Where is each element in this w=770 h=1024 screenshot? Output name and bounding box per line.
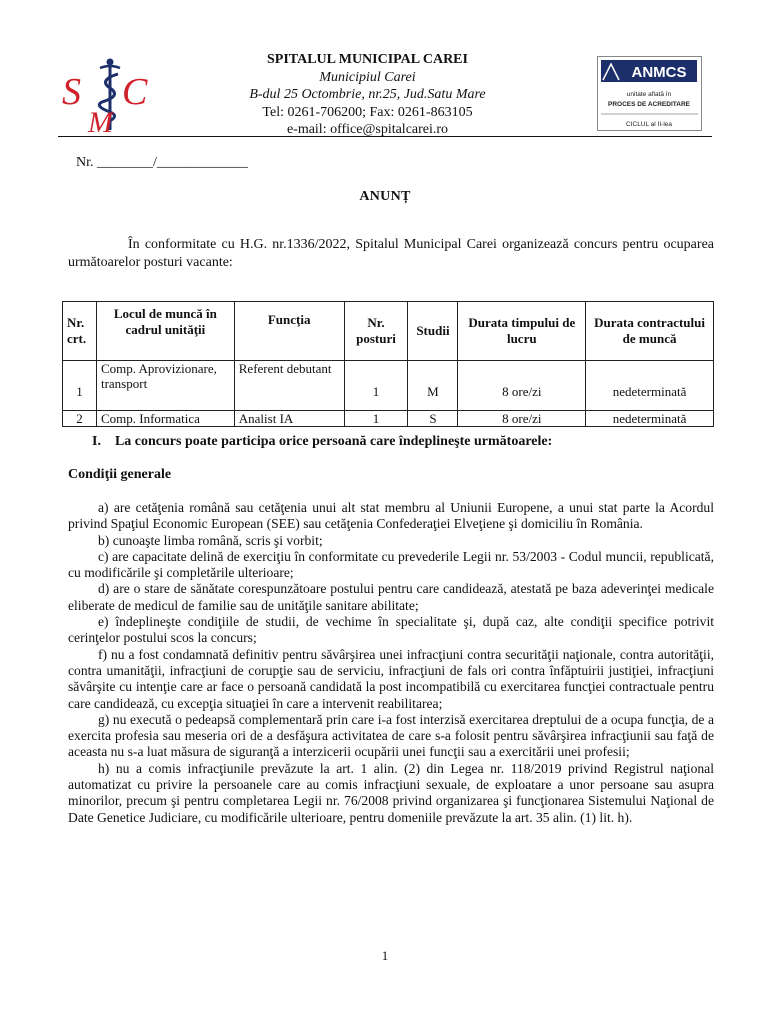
cell-positions: 1 [344, 411, 408, 427]
table-row [63, 361, 714, 411]
condition-c: c) are capacitate delină de exerciţiu în conformitate cu prevederile Legii nr. 53/2003 - Codul muncii, republicată, cu modificările şi completările ulterioare; [68, 548, 714, 581]
condition-d: d) are o stare de sănătate corespunzătoare postului pentru care candidează, atestată pe baza adeverinţei medicale eliberate de medicul de familie sau de unităţile sanitare abilitate; [68, 581, 714, 613]
anmcs-line2: PROCES DE ACREDITARE [608, 101, 690, 108]
cell-work-time: 8 ore/zi [458, 411, 586, 427]
table-row [63, 411, 714, 427]
cell-studies: S [408, 411, 458, 427]
cell-contract: nedeterminată [586, 411, 714, 427]
condition-f: f) nu a fost condamnată definitiv pentru săvârşirea unei infracţiuni contra securităţii naţionale, contra autorităţii, contra umanităţii, infracţiuni de corupţie sau de serviciu, infracţiuni de fals ori contra înfăptuirii justiţiei, infracţiuni săvârşite cu intenţie care ar face o persoană candidată la post incompatibilă cu exercitarea funcţiei contractuale pentru care candidează, cu excepţia situaţiei în care a intervenit reabilitarea; [68, 646, 714, 711]
hospital-header [220, 51, 515, 139]
municipality: Municipiul Carei [319, 69, 416, 85]
cell-work-time: 8 ore/zi [458, 361, 586, 411]
anmcs-line3: CICLUL al II-lea [626, 121, 672, 128]
cell-positions: 1 [344, 361, 408, 411]
section-number: I. [92, 434, 101, 449]
address: B-dul 25 Octombrie, nr.25, Jud.Satu Mare [249, 87, 486, 102]
email: e-mail: office@spitalcarei.ro [286, 122, 449, 137]
conditions-list [68, 500, 714, 826]
conditions-heading: Condiţii generale [68, 467, 172, 482]
header-nr-crt: Nr. crt. [63, 302, 97, 361]
condition-g: g) nu execută o pedeapsă complementară prin care i-a fost interzisă exercitarea dreptului de a ocupa funcţia, de a exercita profesia sau meseria ori de a desfăşura activitatea de care s-a folosit pentru săvârşirea infracţiunii sau faţă de aceasta nu s-a luat măsura de siguranţă a interzicerii ocupării unei funcţii sau a exercitării unei profesii; [68, 711, 714, 760]
vacancies-table [62, 301, 714, 427]
anmcs-logo [597, 56, 702, 131]
section-heading [92, 434, 552, 450]
cell-nr: 2 [63, 411, 97, 427]
cell-location: Comp. Aprovizionare, transport [96, 361, 234, 411]
header-divider [58, 136, 712, 137]
condition-a: a) are cetăţenia română sau cetăţenia unui alt stat membru al Uniunii Europene, a unui stat parte la Acordul privind Spaţiul Economic European (SEE) sau cetăţenia Confederaţiei Elveţiene şi domiciliu în România. [68, 500, 714, 532]
condition-h: h) nu a comis infracţiunile prevăzute la art. 1 alin. (2) din Legea nr. 118/2019 privind Registrul naţional automatizat cu privire la persoanele care au comis infracţiuni sexuale, de exploatare a unor persoane sau asupra minorilor, precum şi pentru completarea Legii nr. 76/2008 privind organizarea şi funcţionarea Sistemului Naţional de Date Genetice Judiciare, cu modificările ulterioare, pentru domeniile prevăzute la art. 35 alin. (1) lit. h). [68, 760, 714, 825]
header-contract-duration: Durata contractului de muncă [586, 302, 714, 361]
table-header-row [63, 302, 714, 361]
header-studies: Studii [408, 302, 458, 361]
condition-b: b) cunoaşte limba română, scris şi vorbit; [98, 532, 323, 548]
header-function: Funcţia [234, 302, 344, 361]
anmcs-text: ANMCS [631, 64, 687, 81]
cell-location: Comp. Informatica [96, 411, 234, 427]
cell-function: Analist IA [234, 411, 344, 427]
header-location: Locul de muncă în cadrul unităţii [96, 302, 234, 361]
header-work-time: Durata timpului de lucru [458, 302, 586, 361]
registration-number: Nr. ________/_____________ [76, 155, 248, 170]
cell-function: Referent debutant [234, 361, 344, 411]
hospital-name: SPITALUL MUNICIPAL CAREI [267, 52, 468, 67]
page-number: 1 [381, 948, 389, 963]
cell-contract: nedeterminată [586, 361, 714, 411]
condition-e: e) îndeplineşte condiţiile de studii, de vechime în specialitate şi, după caz, alte condiţii specifice potrivit cerinţelor postului scos la concurs; [68, 614, 714, 646]
hospital-logo [58, 56, 163, 134]
phone-fax: Tel: 0261-706200; Fax: 0261-863105 [262, 104, 473, 120]
logo-letter-c: C [122, 71, 148, 113]
cell-nr: 1 [63, 361, 97, 411]
anmcs-line1: unitate aflată în [626, 91, 672, 98]
logo-letter-s: S [62, 71, 81, 113]
cell-studies: M [408, 361, 458, 411]
logo-letter-m: M [88, 106, 113, 134]
document-heading: ANUNȚ [359, 189, 411, 204]
section-title-text: La concurs poate participa orice persoană care îndeplineşte următoarele: [114, 434, 553, 449]
header-positions: Nr. posturi [344, 302, 408, 361]
intro-paragraph: În conformitate cu H.G. nr.1336/2022, Spitalul Municipal Carei organizează concurs pentru ocuparea următoarelor posturi vacante: [68, 237, 714, 270]
